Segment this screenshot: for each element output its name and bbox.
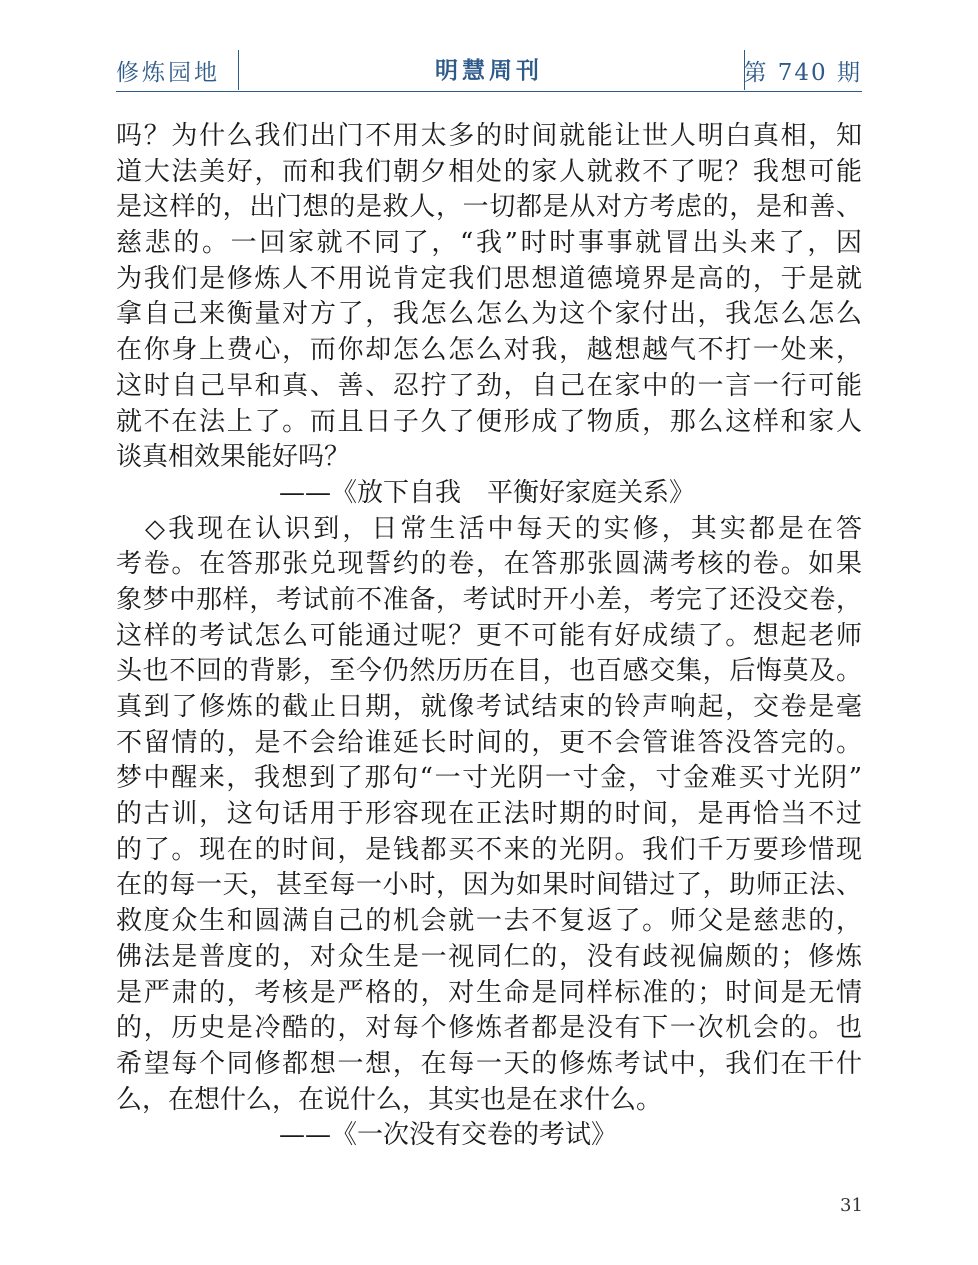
text-line: 是这样的，出门想的是救人，一切都是从对方考虑的，是和善、 [116, 192, 862, 223]
text-line: 的古训，这句话用于形容现在正法时期的时间，是再恰当不过 [116, 799, 862, 830]
section-label: 修炼园地 [116, 60, 220, 86]
text-line: 在你身上费心，而你却怎么怎么对我，越想越气不打一处来， [116, 335, 862, 366]
text-line: 考卷。在答那张兑现誓约的卷，在答那张圆满考核的卷。如果 [116, 549, 862, 580]
text-line: 真到了修炼的截止日期，就像考试结束的铃声响起，交卷是毫 [116, 692, 862, 722]
text-line: 谈真相效果能好吗？ [116, 442, 351, 473]
text-line: 道大法美好，而和我们朝夕相处的家人就救不了呢？我想可能 [116, 156, 862, 187]
text-line: 就不在法上了。而且日子久了便形成了物质，那么这样和家人 [116, 406, 862, 437]
text-line: 这时自己早和真、善、忍拧了劲，自己在家中的一言一行可能 [116, 370, 862, 401]
publication-title: 明慧周刊 [435, 58, 543, 84]
text-line: 希望每个同修都想一想，在每一天的修炼考试中，我们在干什 [116, 1048, 862, 1079]
text-line: 救度众生和圆满自己的机会就一去不复返了。师父是慈悲的， [116, 906, 862, 937]
text-line: 不留情的，是不会给谁延长时间的，更不会管谁答没答完的。 [116, 727, 862, 758]
text-line: 为我们是修炼人不用说肯定我们思想道德境界是高的，于是就 [116, 263, 862, 294]
article-body [116, 119, 862, 1154]
page-header [116, 50, 862, 92]
text-line: 是严肃的，考核是严格的，对生命是同样标准的；时间是无情 [116, 977, 862, 1008]
issue-number: 第 740 期 [743, 60, 862, 86]
text-line: 梦中醒来，我想到了那句“一寸光阴一寸金，寸金难买寸光阴” [116, 763, 862, 794]
text-line: 么，在想什么，在说什么，其实也是在求什么。 [116, 1084, 663, 1115]
text-line: 在的每一天，甚至每一小时，因为如果时间错过了，助师正法、 [116, 870, 862, 901]
text-line: 这样的考试怎么可能通过呢？更不可能有好成绩了。想起老师 [116, 620, 862, 651]
text-line: 的了。现在的时间，是钱都买不来的光阴。我们千万要珍惜现 [116, 834, 862, 865]
text-line: 的，历史是冷酷的，对每个修炼者都是没有下一次机会的。也 [116, 1013, 862, 1044]
citation: ——《一次没有交卷的考试》 [279, 1120, 618, 1151]
text-line: 拿自己来衡量对方了，我怎么怎么为这个家付出，我怎么怎么 [116, 299, 862, 330]
header-rule [116, 91, 862, 92]
text-line: 佛法是普度的，对众生是一视同仁的，没有歧视偏颇的；修炼 [116, 941, 862, 972]
citation: ——《放下自我 平衡好家庭关系》 [279, 477, 696, 508]
page-number: 31 [840, 1195, 863, 1216]
text-line: 头也不回的背影，至今仍然历历在目，也百感交集，后悔莫及。 [116, 656, 862, 687]
text-line: 吗？为什么我们出门不用太多的时间就能让世人明白真相，知 [116, 121, 862, 151]
text-line: ◇我现在认识到，日常生活中每天的实修，其实都是在答 [116, 513, 862, 544]
text-line: 慈悲的。一回家就不同了，“我”时时事事就冒出头来了，因 [116, 228, 862, 259]
text-line: 象梦中那样，考试前不准备，考试时开小差，考完了还没交卷， [116, 584, 862, 615]
